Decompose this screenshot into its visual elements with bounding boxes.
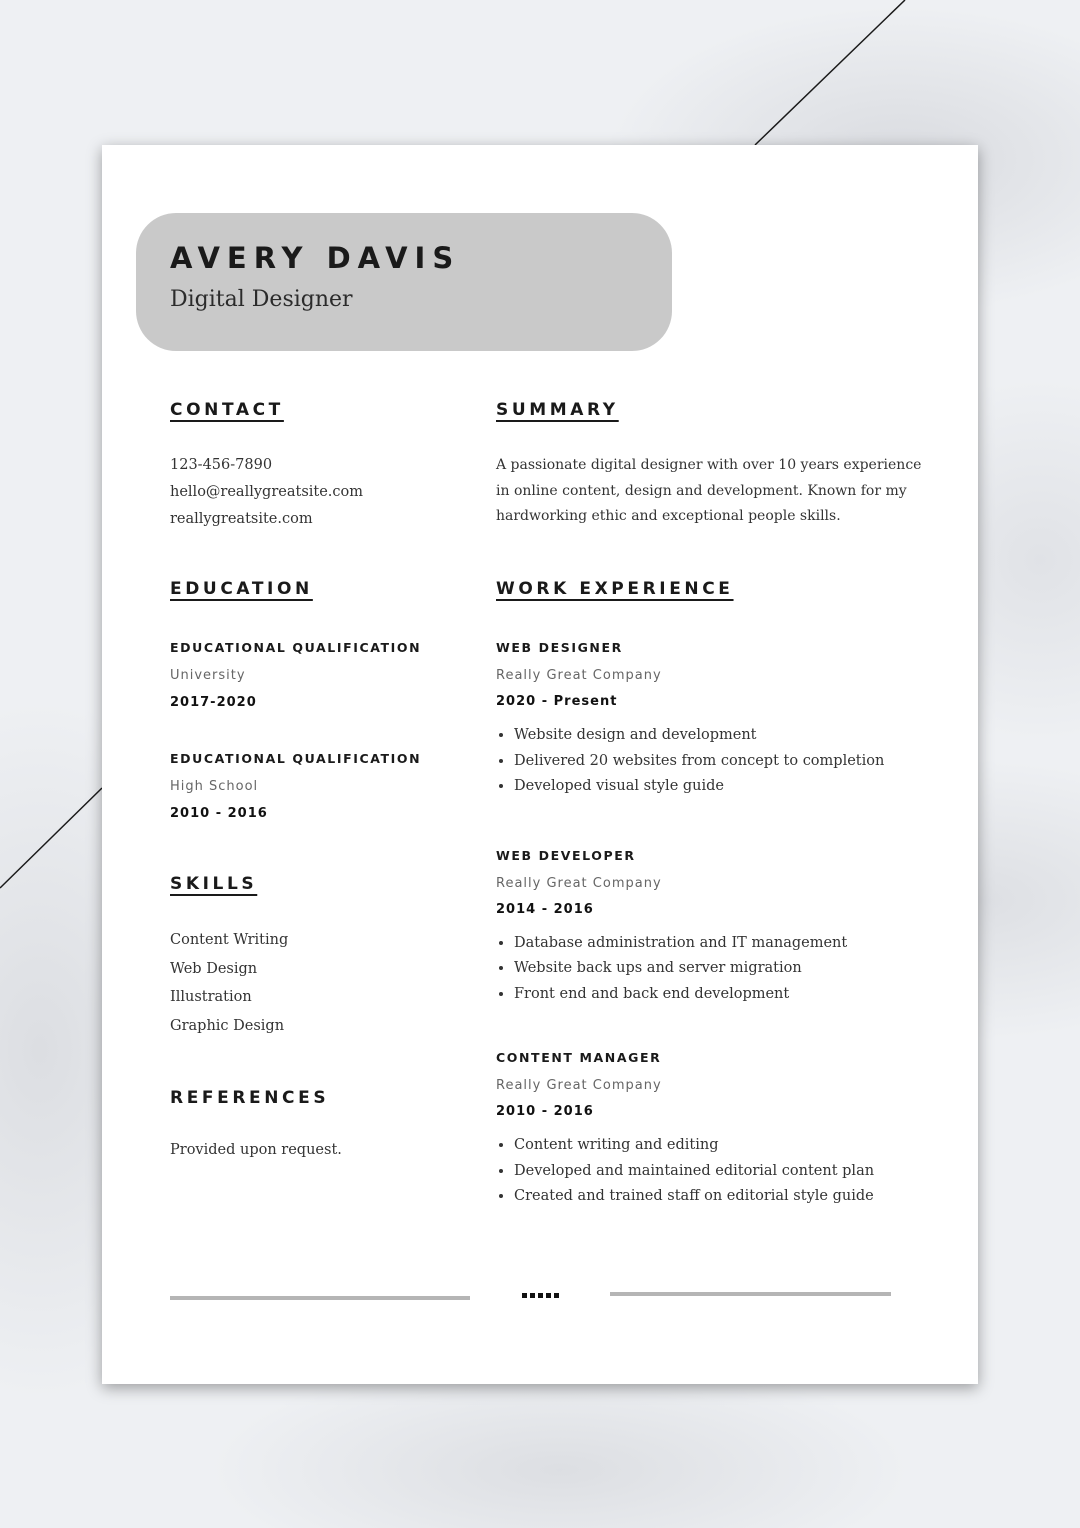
job-entry bbox=[496, 842, 956, 1008]
education-institution: University bbox=[170, 668, 246, 683]
skill-item: Content Writing bbox=[170, 932, 289, 948]
diagonal-line-top bbox=[755, 0, 905, 145]
contact-phone: 123-456-7890 bbox=[170, 457, 273, 473]
job-company: Really Great Company bbox=[496, 668, 662, 683]
summary-line: in online content, design and development. Known for my bbox=[496, 482, 907, 499]
footer-dot bbox=[530, 1293, 535, 1298]
skill-item: Illustration bbox=[170, 989, 252, 1005]
references-section bbox=[170, 1088, 342, 1158]
diagonal-line-left bbox=[0, 788, 102, 888]
job-title: WEB DEVELOPER bbox=[496, 847, 636, 863]
footer-dot bbox=[538, 1293, 543, 1298]
job-years: 2020 - Present bbox=[496, 694, 618, 709]
job-bullet: • Delivered 20 websites from concept to completion bbox=[514, 749, 956, 775]
job-years: 2014 - 2016 bbox=[496, 901, 594, 917]
candidate-title: Digital Designer bbox=[170, 287, 353, 312]
contact-website: reallygreatsite.com bbox=[170, 511, 313, 527]
footer-dot bbox=[546, 1293, 551, 1298]
footer-dot bbox=[554, 1293, 559, 1298]
skill-item: Graphic Design bbox=[170, 1017, 285, 1034]
skills-heading: SKILLS bbox=[170, 874, 258, 894]
education-years: 2010 - 2016 bbox=[170, 806, 268, 821]
job-bullet: • Front end and back end development bbox=[514, 982, 956, 1008]
education-institution: High School bbox=[170, 779, 259, 794]
job-years: 2010 - 2016 bbox=[496, 1104, 594, 1119]
footer-bar-right bbox=[610, 1292, 891, 1296]
education-section bbox=[170, 579, 421, 827]
summary-section bbox=[496, 400, 946, 530]
resume-page bbox=[102, 145, 978, 1384]
education-heading: EDUCATION bbox=[170, 579, 313, 599]
footer-dot bbox=[522, 1293, 527, 1298]
summary-heading: SUMMARY bbox=[496, 400, 619, 420]
footer-bar-left bbox=[170, 1296, 470, 1300]
job-bullet: • Website back ups and server migration bbox=[514, 956, 956, 982]
summary-line: A passionate digital designer with over 10 years experience bbox=[496, 457, 922, 473]
job-entry bbox=[496, 634, 956, 800]
candidate-name: AVERY DAVIS bbox=[170, 241, 461, 275]
job-title: WEB DESIGNER bbox=[496, 640, 623, 655]
work-experience-heading: WORK EXPERIENCE bbox=[496, 579, 734, 599]
education-qualification: EDUCATIONAL QUALIFICATION bbox=[170, 751, 422, 766]
job-bullet: • Developed and maintained editorial content plan bbox=[514, 1159, 956, 1185]
job-company: Really Great Company bbox=[496, 1078, 662, 1093]
references-text: Provided upon request. bbox=[170, 1142, 342, 1158]
job-title: CONTENT MANAGER bbox=[496, 1050, 662, 1065]
footer-dots bbox=[522, 1293, 559, 1298]
job-entry bbox=[496, 1044, 956, 1210]
header-box bbox=[136, 213, 672, 351]
references-heading: REFERENCES bbox=[170, 1088, 330, 1108]
education-item bbox=[170, 634, 421, 716]
education-years: 2017-2020 bbox=[170, 695, 257, 710]
job-bullet: • Created and trained staff on editorial style guide bbox=[514, 1184, 956, 1210]
job-bullet: • Website design and development bbox=[514, 723, 956, 749]
contact-heading: CONTACT bbox=[170, 400, 284, 420]
education-item bbox=[170, 745, 421, 827]
contact-section bbox=[170, 400, 363, 533]
job-bullet: • Content writing and editing bbox=[514, 1133, 956, 1159]
skills-section bbox=[170, 874, 288, 1040]
skill-item: Web Design bbox=[170, 960, 258, 977]
job-company: Really Great Company bbox=[496, 875, 662, 891]
contact-email: hello@reallygreatsite.com bbox=[170, 484, 364, 500]
work-experience-section bbox=[496, 579, 956, 1210]
summary-line: hardworking ethic and exceptional people skills. bbox=[496, 508, 841, 524]
job-bullet: • Developed visual style guide bbox=[514, 774, 956, 800]
job-bullet: • Database administration and IT management bbox=[514, 931, 956, 957]
education-qualification: EDUCATIONAL QUALIFICATION bbox=[170, 640, 422, 655]
